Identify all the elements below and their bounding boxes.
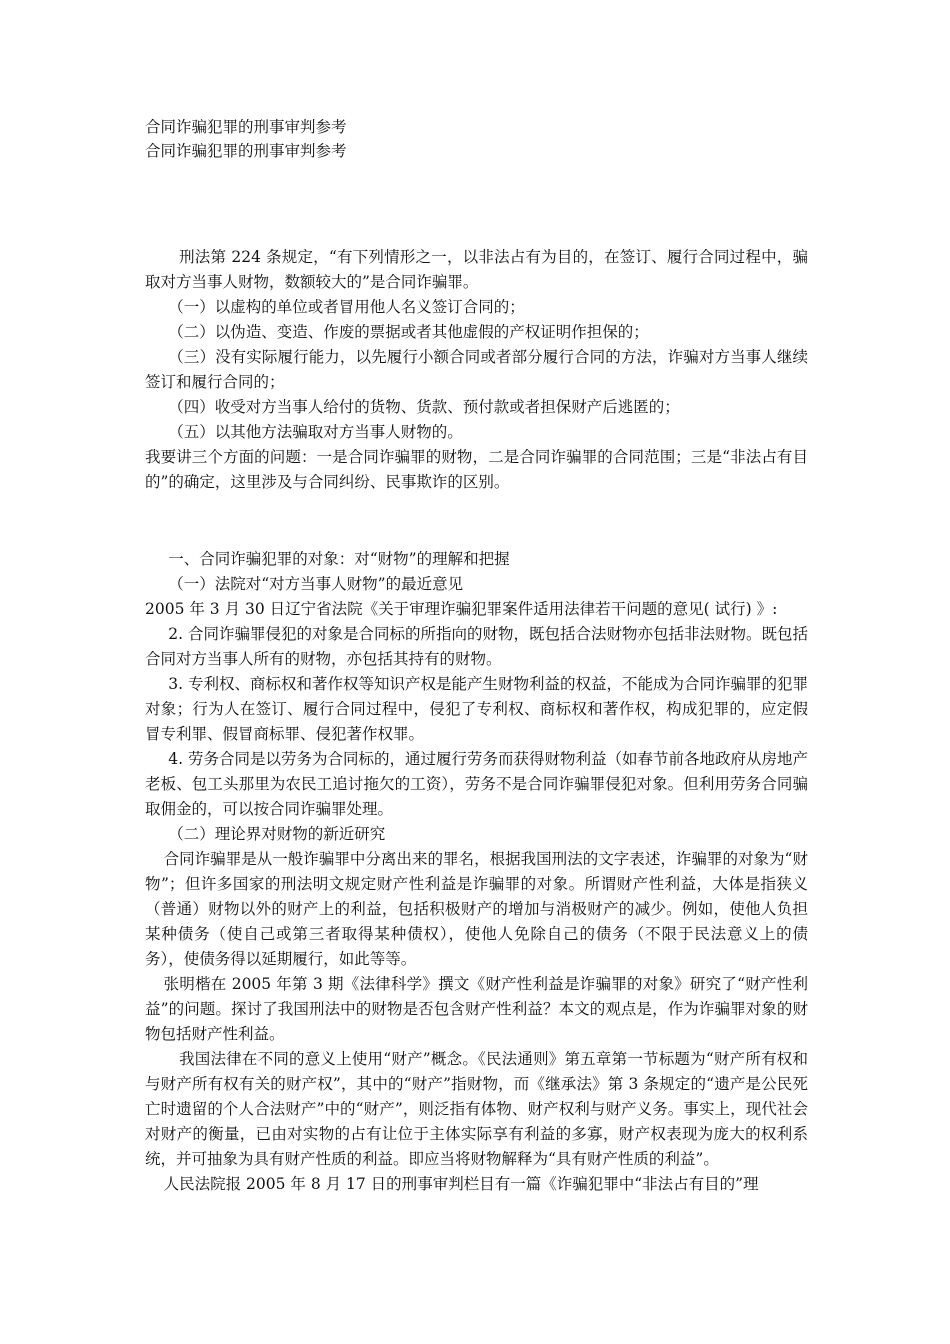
spacer xyxy=(145,163,808,245)
paragraph-liaoning-opinion: 2005 年 3 月 30 日辽宁省法院《关于审理诈骗犯罪案件适用法律若干问题的意见( 试行) 》: xyxy=(145,600,778,618)
spacer xyxy=(145,495,808,547)
document-body xyxy=(145,115,808,1197)
section-heading-1: 一、合同诈骗犯罪的对象：对“财物”的理解和把握 xyxy=(168,550,510,568)
subsection-heading-theory: （二）理论界对财物的新近研究 xyxy=(168,825,386,843)
paragraph-property-concept: 我国法律在不同的意义上使用“财产”概念。《民法通则》第五章第一节标题为“财产所有权和与财产所有权有关的财产权”，其中的“财产”指财物，而《继承法》第 3 条规定的“遗产是公民死亡时遗留的个人合法财产”中的“财产”，则泛指有体物、财产权利与财产义务。事实上，现代社会对财产的衡量，已由对实物的占有让位于主体实际享有利益的多寡，财产权表现为庞大的权利系统，并可抽象为具有财产性质的利益。即应当将财物解释为“具有财产性质的利益”。 xyxy=(145,1050,808,1168)
document-title: 合同诈骗犯罪的刑事审判参考 xyxy=(145,118,347,136)
paragraph-point-2: 2. 合同诈骗罪侵犯的对象是合同标的所指向的财物，既包括合法财物亦包括非法财物。既包括合同对方当事人所有的财物，亦包括其持有的财物。 xyxy=(145,625,808,668)
list-item-1: （一）以虚构的单位或者冒用他人名义签订合同的； xyxy=(168,298,525,316)
paragraph-three-issues: 我要讲三个方面的问题：一是合同诈骗罪的财物，二是合同诈骗罪的合同范围；三是“非法占有目的”的确定，这里涉及与合同纠纷、民事欺诈的区别。 xyxy=(145,448,808,491)
document-title-repeat: 合同诈骗犯罪的刑事审判参考 xyxy=(145,142,347,160)
paragraph-point-4: 4. 劳务合同是以劳务为合同标的，通过履行劳务而获得财物利益（如春节前各地政府从房地产老板、包工头那里为农民工追讨拖欠的工资），劳务不是合同诈骗罪侵犯对象。但利用劳务合同骗取佣金的，可以按合同诈骗罪处理。 xyxy=(145,750,808,818)
paragraph-point-3: 3. 专利权、商标权和著作权等知识产权是能产生财物利益的权益，不能成为合同诈骗罪的犯罪对象；行为人在签订、履行合同过程中，侵犯了专利权、商标权和著作权，构成犯罪的，应定假冒专利罪、假冒商标罪、侵犯著作权罪。 xyxy=(145,675,808,743)
paragraph-peoples-court-daily: 人民法院报 2005 年 8 月 17 日的刑事审判栏目有一篇《诈骗犯罪中“非法占有目的”理 xyxy=(163,1175,759,1193)
paragraph-property-interest: 合同诈骗罪是从一般诈骗罪中分离出来的罪名，根据我国刑法的文字表述，诈骗罪的对象为“财物”；但许多国家的刑法明文规定财产性利益是诈骗罪的对象。所谓财产性利益，大体是指狭义（普通）财物以外的财产上的利益，包括积极财产的增加与消极财产的减少。例如，使他人负担某种债务（使自己或第三者取得某种债权），使他人免除自己的债务（不限于民法意义上的债务），使债务得以延期履行，如此等等。 xyxy=(145,850,808,968)
list-item-5: （五）以其他方法骗取对方当事人财物的。 xyxy=(168,423,463,441)
list-item-2: （二）以伪造、变造、作废的票据或者其他虚假的产权证明作担保的； xyxy=(168,323,649,341)
subsection-heading-court-opinion: （一）法院对“对方当事人财物”的最近意见 xyxy=(168,575,464,593)
paragraph-article-224: 刑法第 224 条规定，“有下列情形之一，以非法占有为目的，在签订、履行合同过程中，骗取对方当事人财物，数额较大的”是合同诈骗罪。 xyxy=(145,248,808,291)
list-item-3: （三）没有实际履行能力，以先履行小额合同或者部分履行合同的方法，诈骗对方当事人继续签订和履行合同的； xyxy=(145,348,808,391)
list-item-4: （四）收受对方当事人给付的货物、货款、预付款或者担保财产后逃匿的； xyxy=(168,398,680,416)
paragraph-zhang-mingkai: 张明楷在 2005 年第 3 期《法律科学》撰文《财产性利益是诈骗罪的对象》研究了“财产性利益”的问题。探讨了我国刑法中的财物是否包含财产性利益？本文的观点是，作为诈骗罪对象的财物包括财产性利益。 xyxy=(145,975,808,1043)
